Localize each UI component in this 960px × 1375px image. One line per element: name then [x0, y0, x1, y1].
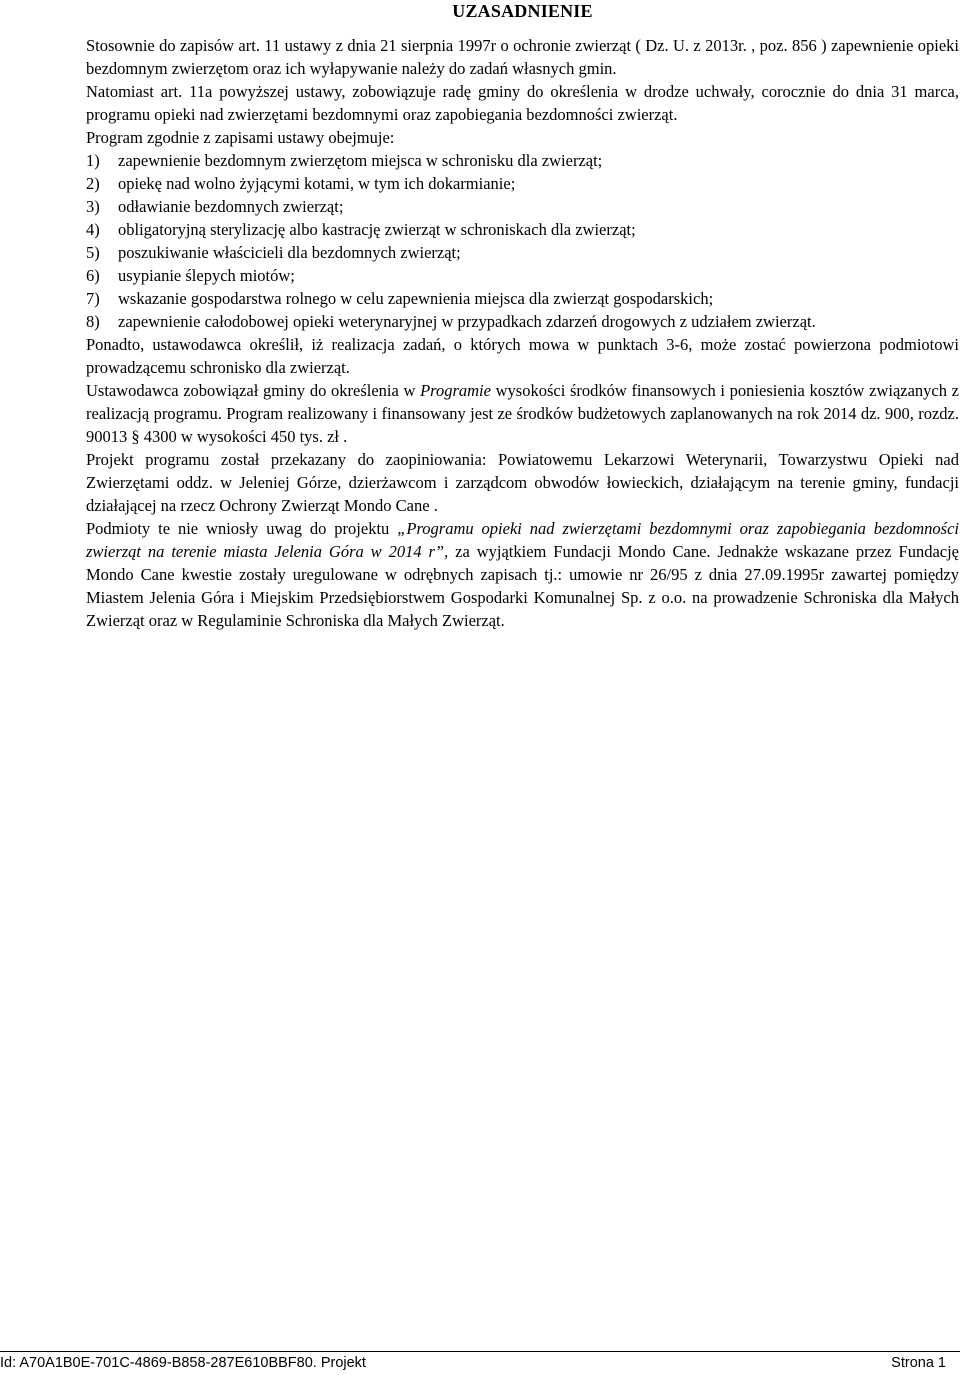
list-item [86, 172, 959, 195]
list-item [86, 287, 959, 310]
document-title: UZASADNIENIE [452, 1, 593, 21]
program-items-list [86, 149, 959, 333]
paragraph-legal-basis: Stosownie do zapisów art. 11 ustawy z dnia 21 sierpnia 1997r o ochronie zwierząt ( Dz. U. z 2013r. , poz. 856 ) zapewnienie opieki bezdomnym zwierzętom oraz ich wyłapywanie należy do zadań własnych gmin. [86, 36, 959, 78]
list-item-text: zapewnienie całodobowej opieki weterynaryjnej w przypadkach zdarzeń drogowych z udziałem zwierząt. [118, 312, 816, 331]
document-page [86, 0, 959, 632]
paragraph-financing [86, 379, 959, 448]
page-number: Strona 1 [891, 1355, 946, 1371]
paragraph-program-intro: Program zgodnie z zapisami ustawy obejmuje: [86, 128, 395, 147]
list-item-number: 2) [86, 174, 100, 193]
list-item-text: wskazanie gospodarstwa rolnego w celu zapewnienia miejsca dla zwierząt gospodarskich; [118, 289, 714, 308]
list-item-number: 8) [86, 312, 100, 331]
list-item-number: 3) [86, 197, 100, 216]
paragraph-comments [86, 517, 959, 632]
list-item [86, 218, 959, 241]
list-item-text: poszukiwanie właścicieli dla bezdomnych zwierząt; [118, 243, 461, 262]
paragraph-article-11a: Natomiast art. 11a powyższej ustawy, zobowiązuje radę gminy do określenia w drodze uchwały, corocznie do dnia 31 marca, programu opieki nad zwierzętami bezdomnymi oraz zapobiegania bezdomności zwierząt. [86, 82, 959, 124]
list-item-number: 4) [86, 220, 100, 239]
list-item-number: 1) [86, 151, 100, 170]
comments-text-end: za wyjątkiem Fundacji Mondo Cane. Jednakże wskazane przez Fundację Mondo Cane kwestie zostały uregulowane w odrębnych zapisach tj.: umowie nr 26/95 z dnia 27.09.1995r zawartej pomiędzy Miastem Jelenia Góra i Miejskim Przedsiębiorstwem Gospodarki Komunalnej Sp. z o.o. na prowadzenie Schroniska dla Małych Zwierząt oraz w Regulaminie Schroniska dla Małych Zwierząt. [86, 542, 959, 630]
list-item-text: odławianie bezdomnych zwierząt; [118, 197, 344, 216]
document-id: Id: A70A1B0E-701C-4869-B858-287E610BBF80. Projekt [0, 1355, 366, 1371]
comments-text-start: Podmioty te nie wniosły uwag do projektu [86, 519, 398, 538]
list-item-number: 7) [86, 289, 100, 308]
financing-text-end: wysokości środków finansowych i poniesienia kosztów związanych z realizacją programu. Program realizowany i finansowany jest ze środków budżetowych zaplanowanych na rok 2014 dz. 900, rozdz. 90013 § 4300 w wysokości 450 tys. zł . [86, 381, 959, 446]
list-item-number: 6) [86, 266, 100, 285]
financing-program-term: Programie [420, 381, 491, 400]
list-item [86, 310, 959, 333]
list-item [86, 149, 959, 172]
list-item-text: opiekę nad wolno żyjącymi kotami, w tym ich dokarmianie; [118, 174, 516, 193]
program-title-quote: „Programu opieki nad zwierzętami bezdomnymi oraz zapobiegania bezdomności zwierząt na terenie miasta Jelenia Góra w 2014 r”, [86, 519, 959, 561]
list-item-text: zapewnienie bezdomnym zwierzętom miejsca w schronisku dla zwierząt; [118, 151, 603, 170]
paragraph-delegation: Ponadto, ustawodawca określił, iż realizacja zadań, o których mowa w punktach 3-6, może zostać powierzona podmiotowi prowadzącemu schronisko dla zwierząt. [86, 335, 959, 377]
financing-text-start: Ustawodawca zobowiązał gminy do określenia w [86, 381, 421, 400]
footer-divider [0, 1351, 960, 1352]
list-item [86, 264, 959, 287]
list-item-text: usypianie ślepych miotów; [118, 266, 295, 285]
list-item [86, 195, 959, 218]
list-item [86, 241, 959, 264]
paragraph-consultation: Projekt programu został przekazany do zaopiniowania: Powiatowemu Lekarzowi Weterynarii, Towarzystwu Opieki nad Zwierzętami oddz. w Jeleniej Górze, dzierżawcom i zarządcom obwodów łowieckich, działającym na terenie gminy, fundacji działającej na rzecz Ochrony Zwierząt Mondo Cane . [86, 450, 959, 515]
list-item-text: obligatoryjną sterylizację albo kastrację zwierząt w schroniskach dla zwierząt; [118, 220, 636, 239]
page-footer [0, 1352, 960, 1374]
list-item-number: 5) [86, 243, 100, 262]
